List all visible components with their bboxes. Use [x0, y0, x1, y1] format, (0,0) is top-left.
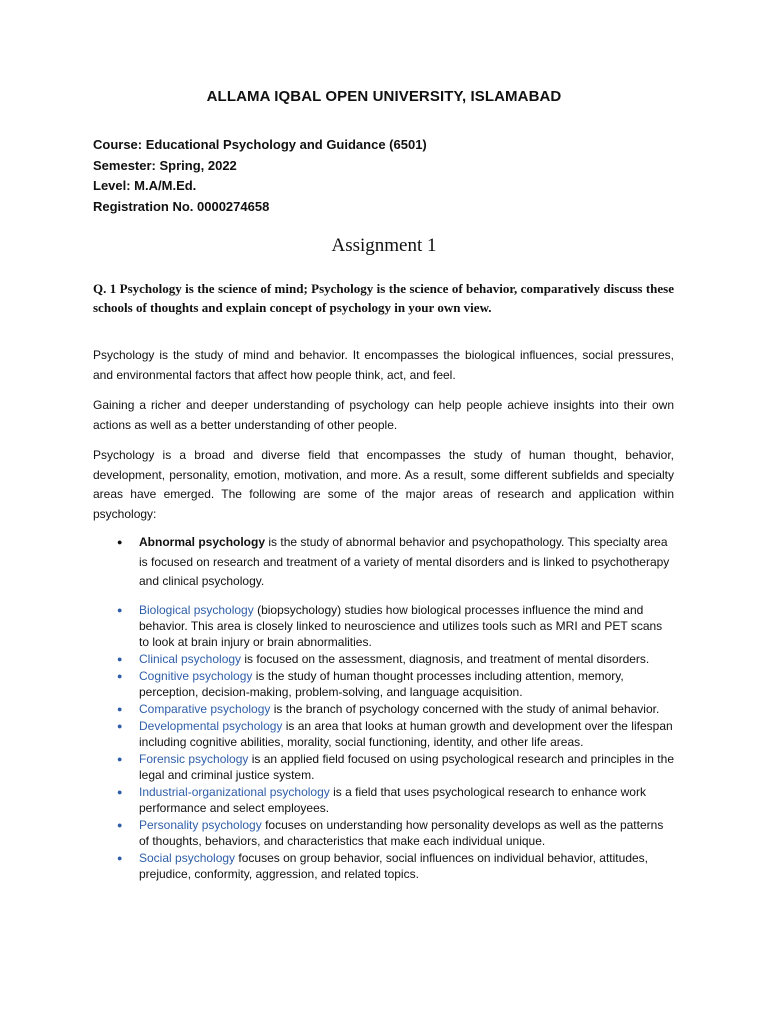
list-item — [93, 784, 674, 816]
list-item — [93, 668, 674, 700]
bullet-icon: ● — [117, 537, 123, 547]
list-item-text: (biopsychology) studies how biological processes influence the mind and behavior. This area is closely linked to neuroscience and utilizes tools such as MRI and PET scans to look at brain injury or brain abnormalities. — [139, 603, 663, 649]
list-item — [93, 850, 674, 882]
course-line: Course: Educational Psychology and Guidance (6501) — [93, 137, 427, 152]
list-item-term[interactable]: Biological psychology — [139, 603, 254, 617]
list-item — [93, 701, 674, 717]
list-item-term[interactable]: Industrial-organizational psychology — [139, 785, 330, 799]
list-item-term[interactable]: Developmental psychology — [139, 719, 283, 733]
list-item-text: is the study of human thought processes including attention, memory, perception, decision-making, problem-solving, and language acquisition. — [139, 669, 624, 699]
list-item-term[interactable]: Social psychology — [139, 851, 236, 865]
course-meta — [93, 135, 427, 217]
bullet-icon: ● — [117, 605, 123, 615]
bullet-icon: ● — [117, 704, 123, 714]
registration-line: Registration No. 0000274658 — [93, 198, 270, 214]
university-title: ALLAMA IQBAL OPEN UNIVERSITY, ISLAMABAD — [206, 88, 562, 105]
list-item-text: is an area that looks at human growth and development over the lifespan including cognitive abilities, morality, social functioning, identity, and other life areas. — [139, 719, 673, 749]
bullet-icon: ● — [117, 754, 123, 764]
list-item-term[interactable]: Forensic psychology — [139, 752, 249, 766]
abnormal-list — [93, 533, 674, 592]
bullet-icon: ● — [117, 671, 123, 681]
list-item-text: focuses on understanding how personality develops as well as the patterns of thoughts, behaviors, and characteristics that make each individual unique. — [139, 818, 664, 848]
list-item-term[interactable]: Cognitive psychology — [139, 669, 253, 683]
list-item-text: is the branch of psychology concerned with the study of animal behavior. — [270, 702, 660, 716]
list-item-term[interactable]: Comparative psychology — [139, 702, 271, 716]
list-item-text: is the study of abnormal behavior and psychopathology. This specialty area is focused on research and treatment of a variety of mental disorders and is linked to psychotherapy and clinical psychology. — [139, 535, 670, 588]
semester-line: Semester: Spring, 2022 — [93, 157, 237, 173]
list-item-text: is a field that uses psychological research to enhance work performance and select employees. — [139, 785, 646, 815]
list-item-term[interactable]: Clinical psychology — [139, 652, 242, 666]
areas-list — [93, 602, 674, 883]
level-line: Level: M.A/M.Ed. — [93, 178, 197, 193]
list-item — [93, 533, 674, 592]
list-item-term: Abnormal psychology — [139, 535, 266, 549]
bullet-icon: ● — [117, 654, 123, 664]
bullet-icon: ● — [117, 853, 123, 863]
list-item — [93, 651, 674, 667]
paragraph-2: Gaining a richer and deeper understanding of psychology can help people achieve insights into their own actions as well as a better understanding of other people. — [93, 398, 674, 432]
list-item — [93, 817, 674, 849]
list-item-text: is an applied field focused on using psychological research and principles in the legal and criminal justice system. — [139, 752, 674, 782]
assignment-title: Assignment 1 — [331, 235, 437, 256]
list-item-text: focuses on group behavior, social influences on individual behavior, attitudes, prejudice, conformity, aggression, and related topics. — [139, 851, 648, 881]
list-item — [93, 718, 674, 750]
list-item-text: is focused on the assessment, diagnosis, and treatment of mental disorders. — [241, 652, 650, 666]
bullet-icon: ● — [117, 787, 123, 797]
question-text: Q. 1 Psychology is the science of mind; Psychology is the science of behavior, comparatively discuss these schools of thoughts and explain concept of psychology in your own view. — [93, 281, 674, 315]
bullet-icon: ● — [117, 721, 123, 731]
list-item-term[interactable]: Personality psychology — [139, 818, 262, 832]
paragraph-3: Psychology is a broad and diverse field that encompasses the study of human thought, behavior, development, personality, emotion, motivation, and more. As a result, some different subfields and specialty areas have emerged. The following are some of the major areas of research and application within psychology: — [93, 448, 674, 521]
list-item — [93, 751, 674, 783]
bullet-icon: ● — [117, 820, 123, 830]
paragraph-1: Psychology is the study of mind and behavior. It encompasses the biological influences, social pressures, and environmental factors that affect how people think, act, and feel. — [93, 348, 674, 382]
list-item — [93, 602, 674, 650]
